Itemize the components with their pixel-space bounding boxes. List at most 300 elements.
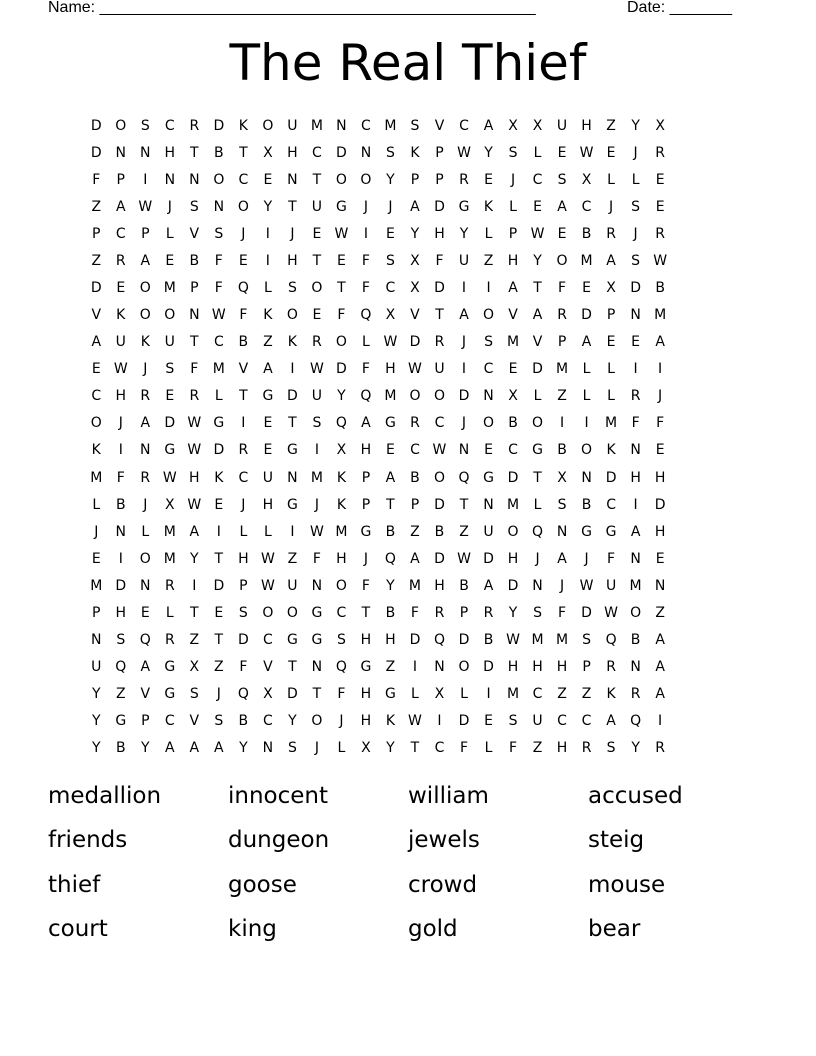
grid-letter: L (484, 225, 493, 242)
grid-letter: T (239, 388, 248, 405)
grid-letter: B (557, 442, 567, 459)
grid-letter: S (557, 496, 567, 513)
grid-letter: R (434, 604, 445, 621)
grid-letter: Y (288, 713, 297, 730)
grid-letter: W (653, 252, 668, 269)
grid-letter: H (507, 659, 519, 676)
grid-letter: P (141, 225, 150, 242)
grid-letter: E (606, 144, 616, 161)
grid-letter: T (435, 307, 444, 324)
grid-letter: Y (484, 144, 493, 161)
grid-letter: Z (91, 198, 102, 215)
grid-letter: C (361, 117, 371, 134)
word-bank-item: crowd (408, 871, 478, 898)
grid-letter: Y (386, 740, 395, 757)
grid-letter: Y (386, 577, 395, 594)
grid-letter: S (189, 198, 199, 215)
grid-letter: E (263, 415, 273, 432)
grid-letter: N (140, 577, 151, 594)
grid-letter: B (581, 225, 592, 242)
grid-letter: Y (631, 117, 640, 134)
grid-letter: B (115, 496, 126, 513)
grid-letter: A (655, 686, 665, 703)
grid-letter: O (507, 523, 519, 540)
grid-letter: L (533, 388, 542, 405)
grid-letter: L (263, 523, 272, 540)
grid-letter: D (213, 117, 225, 134)
grid-letter: X (189, 659, 200, 676)
grid-letter: M (408, 577, 421, 594)
word-bank-item: king (228, 916, 277, 943)
grid-letter: G (483, 469, 494, 486)
grid-letter: G (311, 604, 323, 621)
grid-letter: E (557, 144, 567, 161)
grid-letter: I (290, 523, 295, 540)
grid-letter: M (212, 361, 225, 378)
grid-letter: C (483, 361, 494, 378)
grid-letter: P (435, 171, 444, 188)
grid-row (84, 302, 732, 329)
grid-letter: L (509, 198, 517, 215)
grid-letter: H (581, 117, 592, 134)
grid-letter: D (434, 198, 445, 215)
grid-letter: Y (91, 686, 101, 703)
grid-letter: O (262, 604, 274, 621)
grid-letter: D (483, 550, 494, 567)
grid-letter: L (484, 740, 493, 757)
grid-letter: X (336, 442, 347, 459)
grid-letter: E (116, 280, 126, 296)
grid-letter: X (165, 496, 175, 513)
page-title: The Real Thief (229, 34, 587, 92)
grid-letter: T (288, 415, 297, 432)
word-search-grid (84, 112, 732, 762)
grid-letter: C (532, 171, 543, 188)
grid-letter: E (582, 280, 591, 296)
grid-letter: P (557, 334, 567, 351)
grid-letter: A (483, 117, 494, 134)
grid-letter: P (361, 469, 371, 486)
grid-letter: P (92, 604, 101, 621)
grid-letter: B (385, 523, 396, 540)
grid-letter: E (238, 252, 248, 269)
grid-letter: J (633, 225, 638, 242)
grid-letter: G (164, 686, 176, 703)
grid-letter: J (559, 577, 565, 594)
grid-letter: X (606, 280, 616, 296)
grid-letter: J (118, 415, 123, 432)
grid-letter: N (115, 144, 127, 161)
grid-row (84, 708, 732, 735)
grid-letter: L (607, 171, 615, 188)
grid-letter: I (363, 225, 368, 242)
grid-letter: H (532, 659, 543, 676)
grid-letter: F (361, 280, 370, 296)
grid-letter: V (532, 334, 543, 351)
grid-letter: W (579, 144, 594, 161)
grid-letter: D (483, 659, 494, 676)
grid-letter: Q (360, 388, 372, 405)
word-bank (48, 780, 768, 958)
grid-letter: N (483, 496, 494, 513)
grid-letter: A (557, 550, 567, 567)
grid-letter: U (287, 577, 298, 594)
grid-letter: I (265, 252, 270, 269)
grid-letter: C (262, 632, 273, 649)
grid-letter: O (90, 415, 102, 432)
grid-letter: I (486, 280, 491, 296)
grid-letter: M (506, 334, 520, 351)
grid-letter: M (335, 523, 348, 540)
grid-letter: W (211, 307, 226, 324)
grid-letter: A (655, 659, 665, 676)
grid-letter: X (655, 117, 665, 134)
grid-letter: B (410, 469, 420, 486)
grid-letter: E (655, 442, 665, 459)
grid-letter: S (606, 740, 616, 757)
grid-letter: T (312, 686, 322, 703)
grid-letter: G (286, 632, 298, 649)
grid-letter: R (606, 659, 616, 676)
grid-letter: B (189, 252, 200, 269)
grid-letter: V (508, 307, 518, 324)
grid-letter: G (164, 442, 176, 459)
grid-letter: F (337, 307, 346, 324)
grid-letter: D (434, 280, 445, 296)
grid-letter: A (361, 415, 371, 432)
grid-letter: H (630, 469, 641, 486)
grid-letter: Q (532, 523, 544, 540)
grid-letter: S (631, 252, 641, 269)
word-bank-item: gold (408, 916, 458, 943)
grid-letter: U (532, 713, 543, 730)
grid-letter: R (630, 388, 641, 405)
grid-letter: L (607, 388, 615, 405)
grid-letter: O (139, 307, 151, 324)
grid-letter: A (655, 334, 665, 351)
grid-row (84, 193, 732, 220)
grid-letter: W (432, 442, 447, 459)
grid-letter: G (605, 523, 617, 540)
grid-letter: K (606, 686, 616, 703)
word-bank-item: dungeon (228, 827, 330, 854)
grid-letter: F (239, 659, 248, 676)
grid-letter: S (287, 740, 297, 757)
grid-letter: K (238, 117, 248, 134)
grid-letter: N (336, 117, 347, 134)
grid-letter: A (189, 740, 200, 757)
grid-letter: P (116, 171, 125, 188)
grid-letter: N (311, 659, 323, 676)
grid-letter: F (410, 604, 419, 621)
grid-letter: E (655, 198, 665, 215)
grid-row (84, 572, 732, 599)
grid-letter: U (556, 117, 568, 134)
grid-letter: M (629, 577, 642, 594)
grid-letter: C (410, 442, 420, 459)
grid-letter: T (190, 144, 199, 161)
grid-letter: W (506, 632, 520, 649)
grid-letter: Q (115, 659, 127, 676)
grid-letter: F (361, 361, 370, 378)
grid-row (84, 464, 732, 491)
grid-letter: A (214, 740, 224, 757)
grid-letter: S (508, 713, 518, 730)
grid-letter: I (461, 361, 467, 378)
grid-letter: V (238, 361, 249, 378)
grid-letter: R (483, 604, 494, 621)
grid-row (84, 383, 732, 410)
grid-letter: L (165, 225, 174, 242)
grid-letter: F (361, 577, 370, 594)
grid-letter: Y (190, 550, 199, 567)
grid-letter: C (459, 117, 469, 134)
grid-letter: I (559, 415, 565, 432)
grid-letter: J (535, 550, 540, 567)
grid-letter: N (140, 144, 151, 161)
grid-letter: N (630, 442, 641, 459)
grid-letter: D (213, 442, 225, 459)
grid-letter: C (238, 171, 249, 188)
grid-letter: J (339, 713, 344, 730)
grid-letter: S (312, 415, 322, 432)
grid-letter: R (189, 388, 200, 405)
grid-letter: X (532, 117, 543, 134)
grid-letter: K (385, 713, 396, 730)
grid-letter: U (458, 252, 470, 269)
grid-row (84, 735, 732, 762)
grid-letter: P (606, 307, 616, 324)
grid-letter: L (582, 388, 591, 405)
grid-letter: R (655, 740, 665, 757)
grid-letter: R (140, 388, 151, 405)
grid-letter: W (604, 604, 618, 621)
grid-letter: G (164, 659, 176, 676)
grid-letter: G (115, 713, 127, 730)
grid-letter: G (286, 496, 298, 513)
grid-letter: G (360, 659, 372, 676)
grid-letter: F (459, 740, 469, 757)
grid-letter: O (286, 604, 298, 621)
name-field-label: Name: _________________________________________________ (48, 0, 536, 16)
grid-letter: J (388, 198, 393, 215)
grid-letter: H (115, 604, 127, 621)
grid-letter: V (91, 307, 102, 324)
grid-letter: J (461, 334, 467, 351)
grid-letter: F (508, 740, 518, 757)
grid-letter: I (658, 713, 663, 730)
grid-letter: J (461, 415, 467, 432)
grid-letter: J (241, 496, 246, 513)
grid-letter: I (486, 686, 491, 703)
grid-letter: N (115, 523, 127, 540)
grid-letter: O (311, 280, 323, 296)
grid-letter: C (164, 713, 175, 730)
grid-letter: V (140, 686, 151, 703)
grid-row (84, 356, 732, 383)
grid-row (84, 518, 732, 545)
grid-letter: F (214, 280, 223, 296)
grid-letter: O (262, 117, 274, 134)
grid-letter: C (115, 225, 126, 242)
grid-letter: I (584, 415, 589, 432)
grid-letter: R (189, 117, 200, 134)
grid-letter: T (361, 604, 371, 621)
grid-letter: K (336, 496, 346, 513)
grid-letter: D (213, 577, 225, 594)
grid-letter: J (658, 388, 663, 405)
grid-letter: Z (410, 523, 420, 540)
grid-letter: N (189, 171, 200, 188)
grid-letter: M (556, 632, 569, 649)
grid-letter: X (263, 144, 273, 161)
grid-letter: U (311, 388, 323, 405)
grid-letter: K (287, 334, 297, 351)
word-bank-item: goose (228, 871, 297, 898)
word-bank-item: bear (588, 916, 641, 943)
grid-letter: O (335, 171, 347, 188)
grid-letter: I (633, 496, 638, 513)
grid-letter: D (434, 550, 445, 567)
grid-letter: O (532, 415, 544, 432)
grid-letter: A (606, 713, 616, 730)
grid-letter: R (581, 740, 592, 757)
grid-letter: D (458, 713, 470, 730)
grid-letter: A (140, 659, 151, 676)
grid-letter: U (311, 198, 323, 215)
grid-letter: Q (335, 415, 347, 432)
grid-letter: C (238, 469, 249, 486)
grid-row (84, 220, 732, 247)
grid-letter: Y (337, 388, 346, 405)
grid-letter: E (508, 361, 518, 378)
grid-letter: M (605, 415, 618, 432)
grid-letter: W (113, 361, 128, 378)
grid-letter: Z (483, 252, 494, 269)
grid-letter: Q (433, 632, 445, 649)
grid-letter: Z (189, 632, 200, 649)
grid-letter: I (118, 550, 123, 567)
grid-letter: A (115, 198, 126, 215)
grid-letter: D (409, 334, 421, 351)
word-bank-item: court (48, 916, 108, 943)
grid-letter: H (189, 469, 200, 486)
grid-letter: H (556, 740, 568, 757)
grid-letter: L (141, 523, 150, 540)
grid-letter: W (187, 496, 202, 513)
grid-letter: C (312, 144, 322, 161)
grid-letter: O (556, 252, 568, 269)
grid-letter: C (213, 334, 224, 351)
grid-letter: Q (237, 280, 249, 296)
grid-letter: Z (557, 686, 567, 703)
grid-letter: A (140, 252, 151, 269)
grid-letter: J (143, 361, 148, 378)
grid-letter: W (260, 550, 275, 567)
grid-letter: N (360, 144, 372, 161)
grid-letter: C (581, 713, 592, 730)
grid-letter: J (241, 225, 246, 242)
grid-letter: B (508, 415, 518, 432)
grid-letter: R (557, 307, 567, 324)
word-bank-item: william (408, 783, 489, 809)
grid-letter: W (457, 144, 471, 161)
grid-letter: X (508, 388, 518, 405)
grid-letter: E (165, 388, 175, 405)
grid-row (84, 139, 732, 166)
grid-letter: M (506, 496, 520, 513)
grid-letter: U (287, 117, 298, 134)
grid-letter: J (216, 686, 221, 703)
grid-letter: N (532, 577, 543, 594)
grid-letter: F (214, 252, 223, 269)
grid-letter: D (90, 280, 102, 296)
grid-letter: Q (139, 632, 151, 649)
grid-letter: C (262, 713, 273, 730)
grid-letter: T (288, 198, 297, 215)
grid-letter: A (189, 523, 200, 540)
word-bank-item: thief (48, 871, 101, 898)
grid-letter: J (363, 198, 368, 215)
grid-letter: B (655, 280, 665, 296)
grid-letter: N (630, 659, 641, 676)
grid-letter: Q (335, 659, 347, 676)
grid-letter: C (532, 686, 543, 703)
grid-letter: T (190, 604, 199, 621)
grid-letter: R (630, 686, 641, 703)
grid-row (84, 491, 732, 518)
grid-letter: G (581, 523, 592, 540)
grid-letter: H (507, 550, 519, 567)
grid-letter: H (385, 361, 396, 378)
grid-row (84, 410, 732, 437)
grid-letter: B (483, 632, 494, 649)
grid-letter: A (508, 280, 518, 296)
grid-letter: C (606, 496, 616, 513)
grid-letter: N (287, 469, 298, 486)
grid-letter: G (262, 388, 274, 405)
grid-letter: N (434, 659, 445, 676)
grid-letter: G (385, 686, 396, 703)
grid-letter: E (336, 252, 346, 269)
grid-letter: S (410, 117, 420, 134)
grid-letter: P (141, 713, 150, 730)
grid-letter: D (630, 280, 641, 296)
grid-letter: P (410, 496, 420, 513)
grid-letter: H (654, 523, 666, 540)
grid-letter: N (458, 442, 470, 459)
grid-letter: W (408, 713, 422, 730)
grid-letter: E (655, 550, 665, 567)
grid-letter: K (336, 469, 346, 486)
grid-letter: H (360, 442, 372, 459)
grid-letter: N (213, 198, 225, 215)
grid-letter: H (238, 550, 249, 567)
grid-letter: V (410, 307, 420, 324)
grid-letter: F (558, 604, 567, 621)
grid-letter: M (531, 632, 544, 649)
grid-letter: O (482, 307, 495, 324)
grid-row (84, 626, 732, 653)
grid-letter: D (336, 361, 347, 378)
grid-letter: A (459, 307, 469, 324)
word-bank-item: steig (588, 827, 645, 854)
grid-row (84, 329, 732, 356)
grid-letter: O (581, 442, 593, 459)
grid-letter: A (410, 550, 420, 567)
grid-letter: T (214, 632, 224, 649)
grid-letter: H (336, 550, 347, 567)
